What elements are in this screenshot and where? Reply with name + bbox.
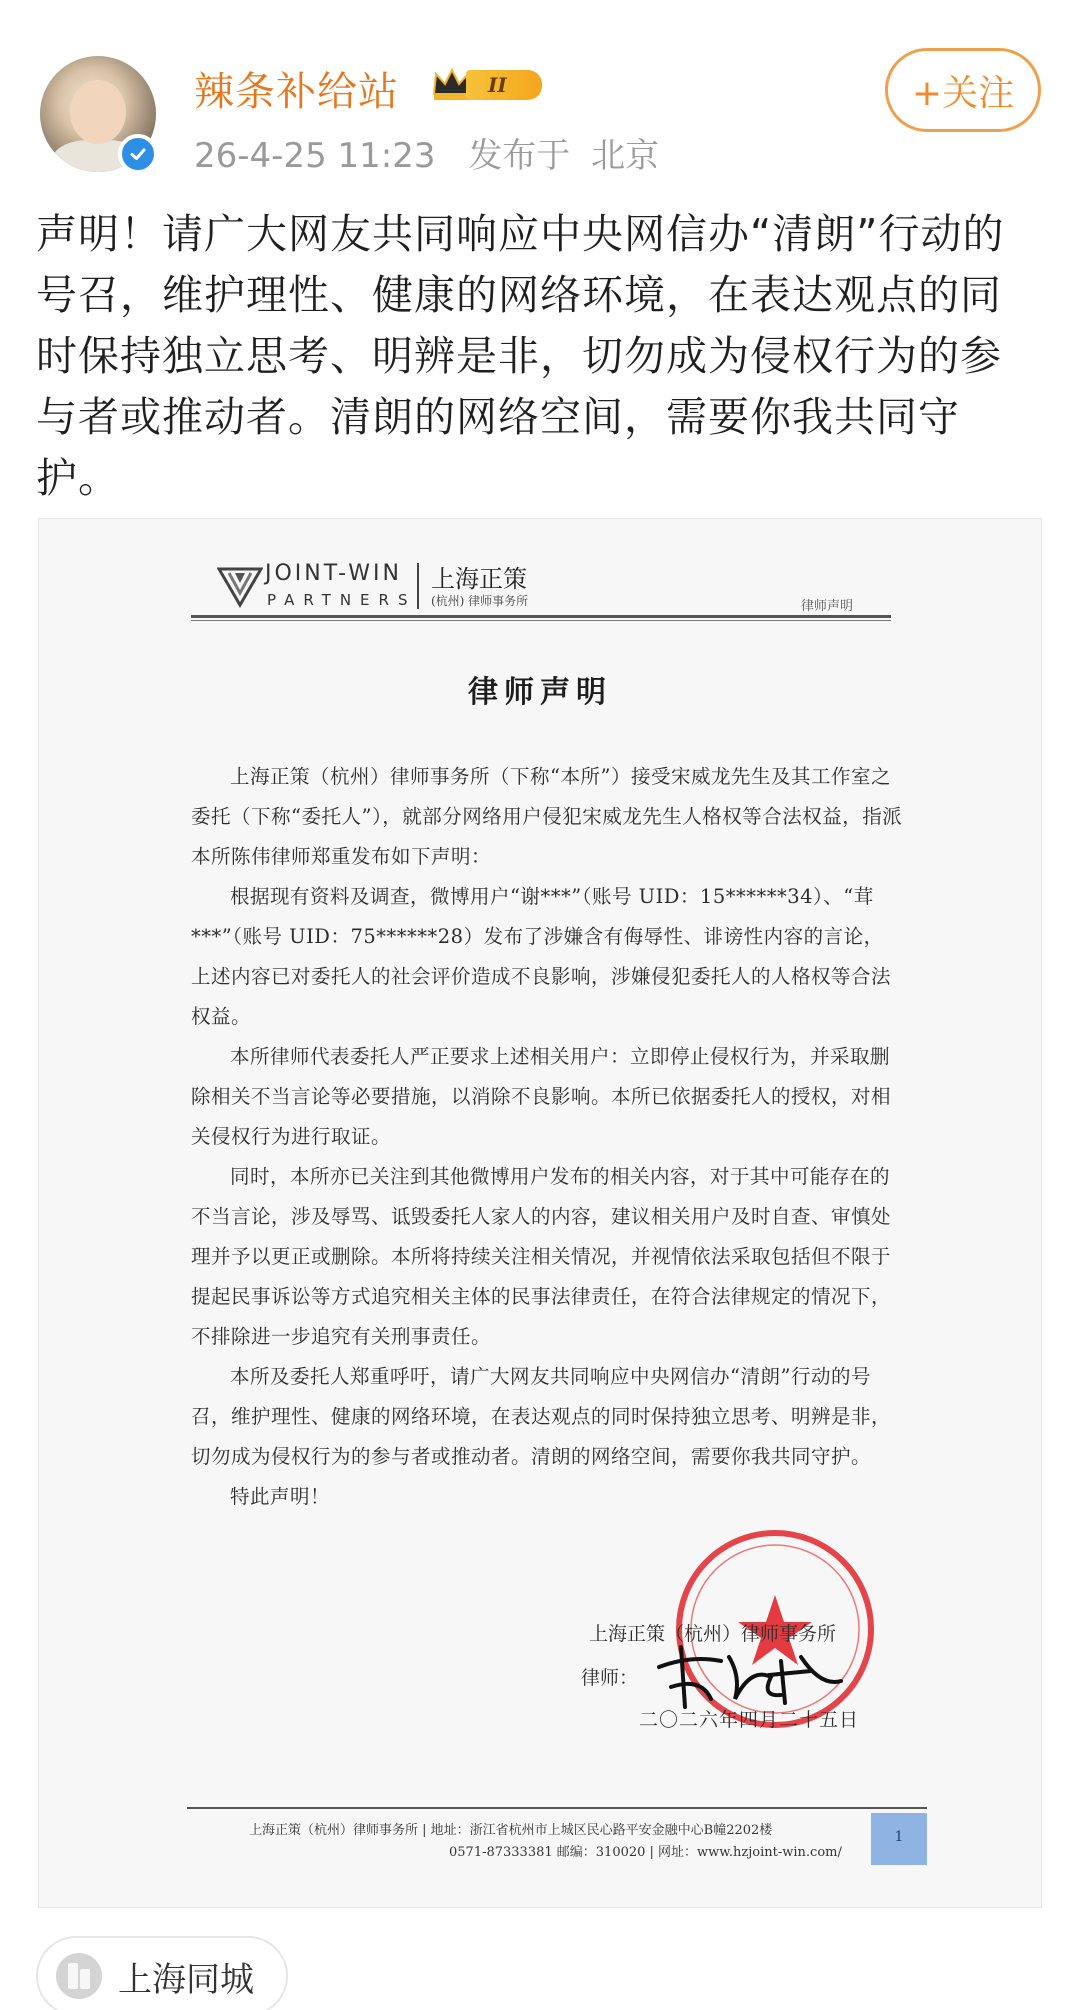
header-rule-thin bbox=[191, 620, 891, 621]
footer-rule bbox=[187, 1807, 927, 1809]
location-chip[interactable] bbox=[36, 1936, 288, 2010]
firm-name-en-2: PARTNERS bbox=[267, 591, 417, 609]
city-icon bbox=[56, 1953, 102, 1999]
header-rule bbox=[191, 615, 891, 618]
footer-address: 上海正策（杭州）律师事务所 | 地址：浙江省杭州市上城区民心路平安金融中心B幢2202楼 bbox=[249, 1823, 773, 1838]
attached-document-image[interactable] bbox=[38, 518, 1042, 1908]
document-paragraph: 上海正策（杭州）律师事务所（下称“本所”）接受宋威龙先生及其工作室之委托（下称“委托人”），就部分网络用户侵犯宋威龙先生人格权等合法权益，指派本所陈伟律师郑重发布如下声明： bbox=[191, 765, 903, 868]
logo-divider bbox=[417, 563, 419, 609]
post-text: 声明！请广大网友共同响应中央网信办“清朗”行动的号召，维护理性、健康的网络环境，在表达观点的同时保持独立思考、明辨是非，切勿成为侵权行为的参与者或推动者。清朗的网络空间，需要你我共同守护。 bbox=[36, 210, 1005, 502]
level-badge-text: II bbox=[466, 70, 542, 100]
firm-name-en-1: JOINT-WIN bbox=[265, 561, 402, 586]
document-paragraph: 根据现有资料及调查，微博用户“谢***”（账号 UID：15******34）、“茸***”（账号 UID：75******28）发布了涉嫌含有侮辱性、诽谤性内容的言论，上述内容已对委托人的社会评价造成不良影响，涉嫌侵犯委托人的人格权等合法权益。 bbox=[191, 885, 892, 1028]
author-name[interactable]: 辣条补给站 bbox=[194, 69, 399, 115]
location-prefix: 发布于 bbox=[468, 136, 571, 176]
document-paragraph: 同时，本所亦已关注到其他微博用户发布的相关内容，对于其中可能存在的不当言论，涉及辱骂、诋毁委托人家人的内容，建议相关用户及时自查、审慎处理并予以更正或删除。本所将持续关注相关情况，并视情依法采取包括但不限于提起民事诉讼等方式追究相关主体的民事法律责任，在符合法律规定的情况下，不排除进一步追究有关刑事责任。 bbox=[191, 1165, 892, 1348]
footer-contact: 0571-87333381 邮编：310020 | 网址：www.hzjoint-win.com/ bbox=[449, 1845, 842, 1860]
document-paragraph: 本所律师代表委托人严正要求上述相关用户：立即停止侵权行为，并采取删除相关不当言论等必要措施，以消除不良影响。本所已依据委托人的授权，对相关侵权行为进行取证。 bbox=[191, 1045, 892, 1148]
follow-button[interactable]: +关注 bbox=[885, 48, 1041, 132]
firm-name-cn-1: 上海正策 bbox=[431, 565, 527, 593]
firm-name-cn-2: (杭州) 律师事务所 bbox=[431, 594, 529, 608]
document-paragraph: 特此声明！ bbox=[230, 1485, 331, 1508]
document-title: 律师声明 bbox=[468, 675, 612, 710]
page-number: 1 bbox=[871, 1813, 927, 1865]
document-label: 律师声明 bbox=[801, 599, 854, 614]
post-time: 26-4-25 11:23 bbox=[194, 136, 436, 176]
signature-date: 二〇二六年四月二十五日 bbox=[639, 1709, 860, 1731]
firm-logo-icon bbox=[217, 563, 263, 609]
signature-firm: 上海正策（杭州）律师事务所 bbox=[589, 1623, 837, 1645]
signature-lawyer-label: 律师： bbox=[581, 1667, 639, 1689]
verified-icon bbox=[118, 134, 158, 174]
location-chip-label: 上海同城 bbox=[118, 1959, 254, 2000]
post-location: 北京 bbox=[591, 136, 660, 176]
document-paragraph: 本所及委托人郑重呼吁，请广大网友共同响应中央网信办“清朗”行动的号召，维护理性、健康的网络环境，在表达观点的同时保持独立思考、明辨是非，切勿成为侵权行为的参与者或推动者。清朗的网络空间，需要你我共同守护。 bbox=[191, 1365, 892, 1468]
post-meta bbox=[194, 128, 659, 177]
document-body bbox=[191, 757, 903, 1517]
level-badge[interactable] bbox=[430, 64, 546, 104]
